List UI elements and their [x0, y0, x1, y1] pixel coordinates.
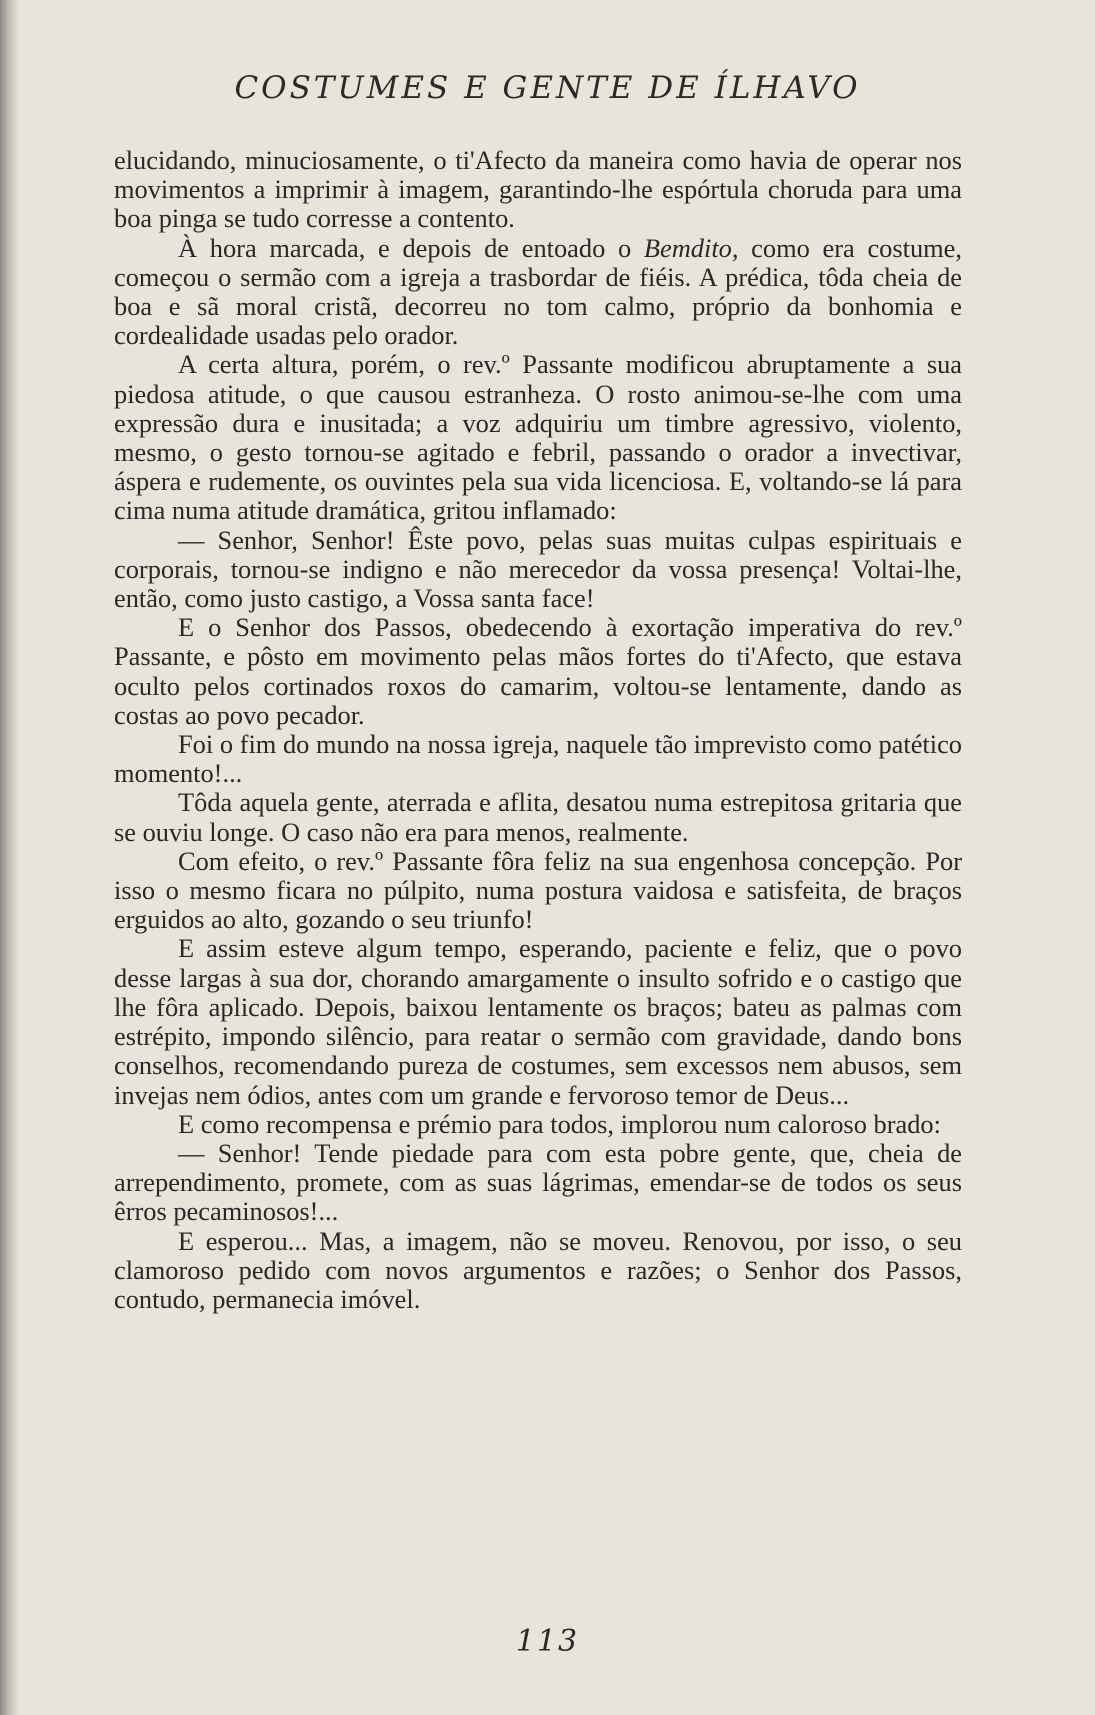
page-number: 113 [515, 1624, 580, 1659]
paragraph-2-text-b: como era costume, começou o sermão com a igreja a trasbordar de fiéis. A prédica, tôda cheia de boa e sã moral cristã, decorreu no tom calmo, próprio da bonhomia e cordealidade usadas pelo orador. [114, 232, 962, 351]
running-title: COSTUMES E GENTE DE ÍLHAVO [234, 70, 861, 106]
paragraph-6: Foi o fim do mundo na nossa igreja, naquele tão imprevisto como patético momento!... [114, 729, 962, 789]
paragraph-9: E assim esteve algum tempo, esperando, paciente e feliz, que o povo desse largas à sua dor, chorando amargamente o insulto sofrido e o castigo que lhe fôra aplicado. Depois, baixou lentamente os braços; bateu as palmas com estrépito, impondo silêncio, para reatar o sermão com gravidade, dando bons conselhos, recomendando pureza de costumes, sem excessos nem abusos, sem invejas nem ódios, antes com um grande e fervoroso temor de Deus... [114, 933, 962, 1110]
bemdito-italic: Bemdito, [643, 232, 739, 263]
body-text [114, 146, 962, 1314]
paragraph-8: Com efeito, o rev.º Passante fôra feliz na sua engenhosa concepção. Por isso o mesmo ficara no púlpito, numa postura vaidosa e satisfeita, de braços erguidos ao alto, gozando o seu triunfo! [114, 845, 962, 935]
paragraph-2-text-a: À hora marcada, e depois de entoado o [178, 232, 644, 263]
paragraph-2 [114, 234, 962, 351]
paragraph-10: E como recompensa e prémio para todos, implorou num caloroso brado: [178, 1108, 941, 1139]
paragraph-4: — Senhor, Senhor! Êste povo, pelas suas muitas culpas espirituais e corporais, tornou-se indigno e não merecedor da vossa presença! Voltai-lhe, então, como justo castigo, a Vossa santa face! [114, 524, 962, 614]
paragraph-7: Tôda aquela gente, aterrada e aflita, desatou numa estrepitosa gritaria que se ouviu longe. O caso não era para menos, realmente. [114, 787, 962, 847]
paragraph-1: elucidando, minuciosamente, o ti'Afecto da maneira como havia de operar nos movimentos a imprimir à imagem, garantindo-lhe espórtula choruda para uma boa pinga se tudo corresse a contento. [114, 145, 962, 234]
paragraph-3: A certa altura, porém, o rev.º Passante modificou abruptamente a sua piedosa atitude, o que causou estranheza. O rosto animou-se-lhe com uma expressão dura e inusitada; a voz adquiriu um timbre agressivo, violento, mesmo, o gesto tornou-se agitado e febril, passando o orador a invectivar, áspera e rudemente, os ouvintes pela sua vida licenciosa. E, voltando-se lá para cima numa atitude dramática, gritou inflamado: [114, 349, 962, 526]
paragraph-12: E esperou... Mas, a imagem, não se moveu. Renovou, por isso, o seu clamoroso pedido com novos argumentos e razões; o Senhor dos Passos, contudo, permanecia imóvel. [114, 1225, 962, 1314]
paragraph-5: E o Senhor dos Passos, obedecendo à exortação imperativa do rev.º Passante, e pôsto em movimento pelas mãos fortes do ti'Afecto, que estava oculto pelos cortinados roxos do camarim, voltou-se lentamente, dando as costas ao povo pecador. [114, 612, 962, 730]
spine-shadow [0, 0, 20, 1715]
paragraph-11: — Senhor! Tende piedade para com esta pobre gente, que, cheia de arrependimento, promete, com as suas lágrimas, emendar-se de todos os seus êrros pecaminosos!... [114, 1137, 962, 1227]
